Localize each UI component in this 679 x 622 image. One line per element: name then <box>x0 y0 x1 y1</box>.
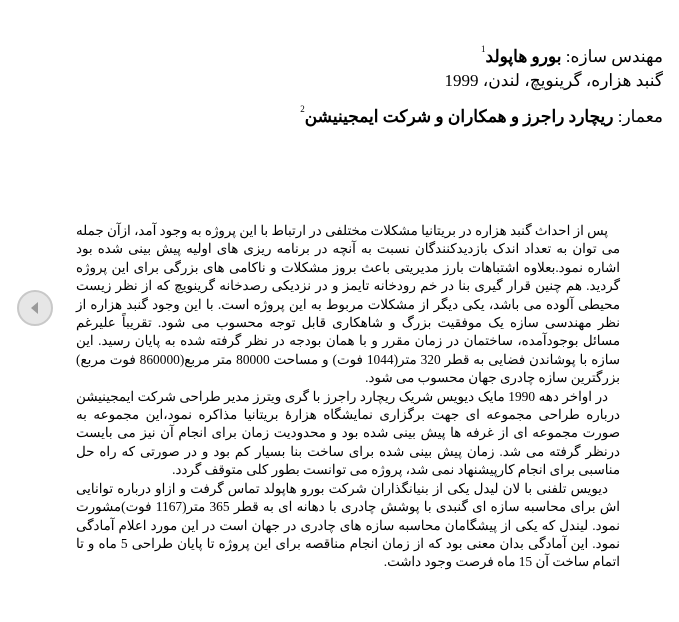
document-header <box>243 38 663 130</box>
architect-line <box>243 106 663 130</box>
paragraph: دیویس تلفنی با لان لیدل یکی از بنیانگذاران شرکت بورو هاپولد تماس گرفت و ازاو درباره توانایی اش برای محاسبه سازه ای گنبدی با پوشش چادری با دهانه ای به قطر 365 متر(1167 فوت)مشورت نمود. لیندل که یکی از پیشگامان محاسبه سازه های چادری در جهان است در این مورد اعلام آمادگی نمود. این آمادگی بدان معنی بود که از زمان انجام مناقصه برای این پروژه تا پایان طراحی 5 ماه و تا اتمام ساخت آن 15 ماه فرصت وجود داشت. <box>76 480 620 570</box>
paragraph: پس از احداث گنبد هزاره در بریتانیا مشکلات مختلفی در ارتباط با این پروژه به وجود آمد، ازآن جمله می توان به تعداد اندک بازدیدکنندگان نسبت به آنچه در برنامه ریزی های اولیه پیش بینی شده بود اشاره نمود.بعلاوه اشتباهات بارز مدیریتی باعث بروز مشکلات و ناکامی های بزرگی برای این پروژه گردید. هم چنین قرار گیری بنا در خم رودخانه تایمز و در نزدیکی رصدخانه گرینویچ که از نظر زیست محیطی آلوده می باشد، یکی دیگر از مشکلات مربوط به این پروژه است. با این وجود گنبد هزاره از نظر مهندسی سازه یک موفقیت بزرگ و شاهکاری قابل توجه محسوب می شود. تقریباً علیرغم مسائل بوجودآمده، ساختمان در زمان مقرر و با همان بودجه در نظر گرفته شده به پایان رسید. این سازه با پوشاندن فضایی به قطر 320 متر(1044 فوت) و مساحت 80000 متر مربع(860000 فوت مربع) بزرگترین سازه چادری جهان محسوب می شود. <box>76 223 620 386</box>
previous-page-button[interactable] <box>17 290 53 326</box>
engineer-label: مهندس سازه: <box>565 47 663 66</box>
location-line: گنبد هزاره، گرینویچ، لندن، 1999 <box>444 71 663 90</box>
chevron-left-icon <box>27 300 43 316</box>
engineer-line <box>243 46 663 70</box>
engineer-footnote-marker[interactable]: 1 <box>481 44 486 54</box>
architect-name: ریچارد راجرز و همکاران و شرکت ایمجینیشن <box>304 107 614 126</box>
engineer-name: بورو هاپولد <box>485 47 562 66</box>
body-text <box>76 222 620 572</box>
architect-label: معمار: <box>617 107 663 126</box>
paragraph: در اواخر دهه 1990 مایک دیویس شریک ریچارد راجرز با گری ویترز مدیر طراحی شرکت ایمجینیشن درباره طراحی مجموعه ای جهت برگزاری نمایشگاه هزارهٔ بریتانیا مذاکره نمود،این مجموعه به صورت مجموعه ای از غرفه ها پیش بینی شده بود و محدودیت زمان برای انجام آن نیز می بایست درنظر گرفته می شد. زمان پیش بینی شده برای ساخت بنا بسیار کم بود و در صورتی که راه حل مناسبی برای انجام کارپیشنهاد نمی شد، پروژه می توانست بطور کلی متوقف گردد. <box>76 388 620 478</box>
architect-footnote-marker[interactable]: 2 <box>300 104 305 114</box>
